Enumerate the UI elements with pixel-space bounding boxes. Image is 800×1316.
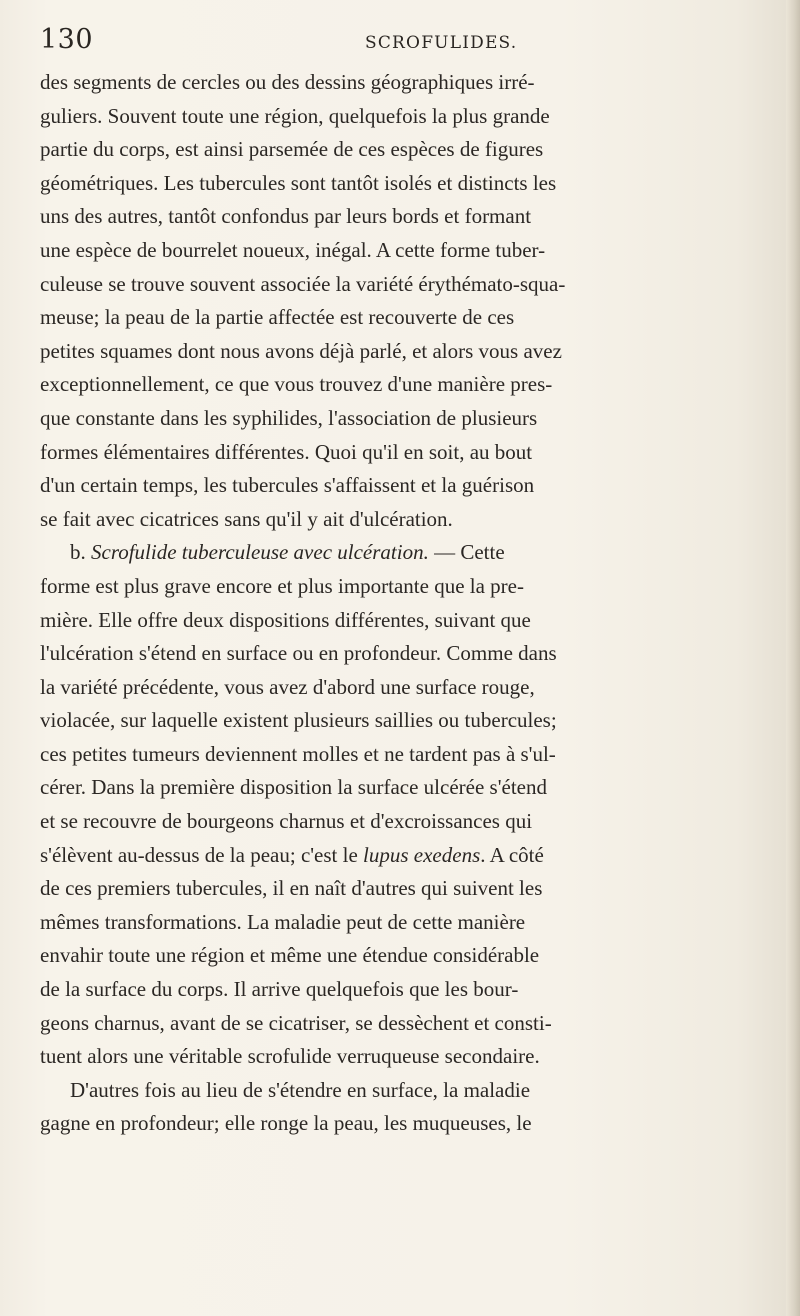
text-line: gagne en profondeur; elle ronge la peau, les muqueuses, le	[40, 1111, 532, 1136]
text-line: de la surface du corps. Il arrive quelquefois que les bour-	[40, 977, 519, 1002]
text-line: partie du corps, est ainsi parsemée de ces espèces de figures	[40, 137, 544, 162]
section-label: b.	[70, 540, 86, 565]
page-edge	[786, 0, 800, 1316]
text-line: forme est plus grave encore et plus importante que la pre-	[40, 573, 524, 598]
text-line: envahir toute une région et même une étendue considérable	[40, 943, 540, 968]
section-b-heading-line	[40, 536, 760, 570]
running-title: SCROFULIDES.	[365, 33, 518, 53]
section-title: Scrofulide tuberculeuse avec ulcération.	[91, 540, 429, 565]
lupus-line-start: s'élèvent au-dessus de la peau; c'est le	[40, 842, 358, 867]
text-line: guliers. Souvent toute une région, quelquefois la plus grande	[40, 103, 550, 128]
text-line: petites squames dont nous avons déjà parlé, et alors vous avez	[40, 338, 562, 363]
text-line: geons charnus, avant de se cicatriser, se dessèchent et consti-	[40, 1010, 552, 1035]
lupus-line-end: . A côté	[480, 842, 544, 867]
text-line: cérer. Dans la première disposition la surface ulcérée s'étend	[40, 775, 547, 800]
text-line: la variété précédente, vous avez d'abord une surface rouge,	[40, 674, 535, 699]
page-number: 130	[40, 24, 94, 55]
text-line: d'un certain temps, les tubercules s'affaissent et la guérison	[40, 473, 535, 498]
text-line: mêmes transformations. La maladie peut de cette manière	[40, 909, 526, 934]
body-text	[40, 66, 760, 1141]
text-line: violacée, sur laquelle existent plusieurs saillies ou tubercules;	[40, 708, 557, 733]
text-line: et se recouvre de bourgeons charnus et d'excroissances qui	[40, 809, 533, 834]
text-line: se fait avec cicatrices sans qu'il y ait d'ulcération.	[40, 506, 453, 531]
text-line: uns des autres, tantôt confondus par leurs bords et formant	[40, 204, 532, 229]
text-line: mière. Elle offre deux dispositions différentes, suivant que	[40, 607, 531, 632]
lupus-line	[40, 839, 760, 873]
text-line: des segments de cercles ou des dessins géographiques irré-	[40, 70, 535, 94]
text-line: meuse; la peau de la partie affectée est recouverte de ces	[40, 305, 515, 330]
text-line: D'autres fois au lieu de s'étendre en surface, la maladie	[70, 1077, 531, 1102]
text-line: formes élémentaires différentes. Quoi qu'il en soit, au bout	[40, 439, 533, 464]
text-line: culeuse se trouve souvent associée la variété érythémato-squa-	[40, 271, 566, 296]
text-line: ces petites tumeurs deviennent molles et ne tardent pas à s'ul-	[40, 741, 556, 766]
text-line: géométriques. Les tubercules sont tantôt isolés et distincts les	[40, 170, 557, 195]
lupus-term: lupus exedens	[363, 842, 481, 867]
section-title-continuation: — Cette	[434, 540, 505, 565]
text-line: une espèce de bourrelet noueux, inégal. A cette forme tuber-	[40, 237, 546, 262]
text-line: tuent alors une véritable scrofulide verruqueuse secondaire.	[40, 1044, 540, 1069]
text-line: exceptionnellement, ce que vous trouvez d'une manière pres-	[40, 372, 553, 397]
running-header	[40, 24, 740, 54]
text-line: que constante dans les syphilides, l'association de plusieurs	[40, 405, 538, 430]
text-line: l'ulcération s'étend en surface ou en profondeur. Comme dans	[40, 641, 557, 666]
text-line: de ces premiers tubercules, il en naît d'autres qui suivent les	[40, 876, 543, 901]
